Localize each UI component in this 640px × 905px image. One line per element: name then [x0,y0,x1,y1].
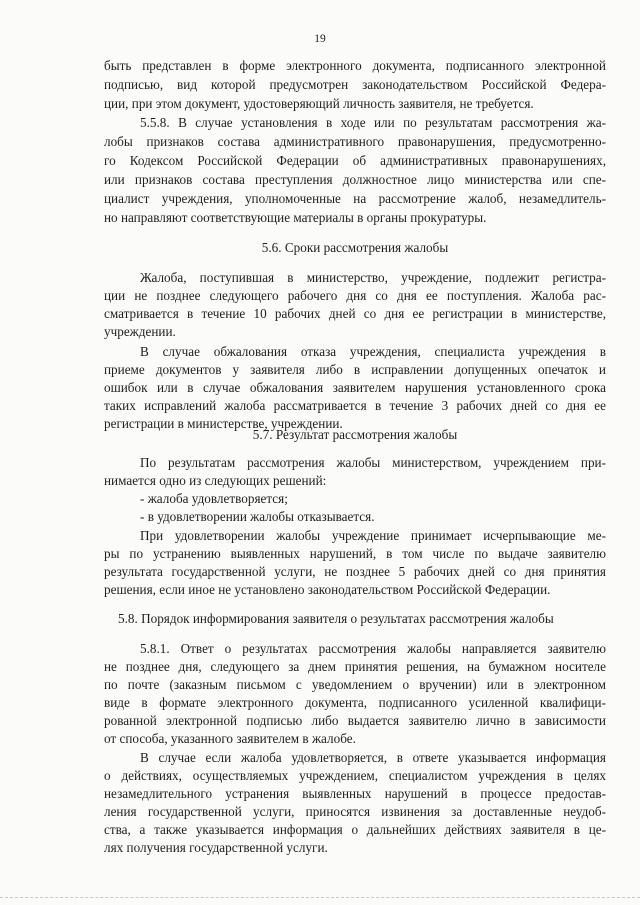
text-line: о действиях, осуществляемых учреждением, специалистом учреждения в целях [104,768,606,783]
text-line: результата государственной услуги, не позднее 5 рабочих дней со дня принятия [104,564,606,579]
text-line: виде в формате электронного документа, подписанного усиленной квалифици- [104,695,606,710]
text-line: ции не позднее следующего рабочего дня со дня ее поступления. Жалоба рас- [104,288,606,303]
text-line: В случае если жалоба удовлетворяется, в ответе указывается информация [140,750,606,765]
text-line: незамедлительного устранения выявленных нарушений в процессе предостав- [104,786,606,801]
text-line: лях получения государственной услуги. [104,840,328,855]
text-line: быть представлен в форме электронного документа, подписанного электронной [104,58,606,73]
text-line: но направляют соответствующие материалы в органы прокуратуры. [104,210,487,225]
text-line: подписью, вид которой предусмотрен законодательством Российской Федера- [104,77,606,92]
scan-bottom-edge [0,897,640,899]
text-line: приеме документов у заявителя либо в исправлении допущенных опечаток и [104,362,606,377]
text-line: По результатам рассмотрения жалобы министерством, учреждением при- [140,455,606,470]
text-line: В случае обжалования отказа учреждения, специалиста учреждения в [140,344,606,359]
text-line: от способа, указанного заявителем в жалобе. [104,731,356,746]
text-line: ции, при этом документ, удостоверяющий личность заявителя, не требуется. [104,96,534,111]
text-line: При удовлетворении жалобы учреждение принимает исчерпывающие ме- [140,528,606,543]
text-line: по почте (заказным письмом с уведомлением о вручении) или в электронном [104,677,606,692]
page-number: 19 [314,33,326,45]
text-line: 5.5.8. В случае установления в ходе или по результатам рассмотрения жа- [140,115,606,130]
text-line: ры по устранению выявленных нарушений, в том числе по выдаче заявителю [104,546,606,561]
section-heading-5-8: 5.8. Порядок информирования заявителя о результатах рассмотрения жалобы [118,611,554,626]
text-line: ства, а также указывается информация о дальнейших действиях заявителя в це- [104,822,606,837]
text-line: нимается одно из следующих решений: [104,473,327,488]
text-line: рованной электронной подписью либо выдается заявителю лично в зависимости [104,713,606,728]
text-line: таких исправлений жалоба рассматривается в течение 3 рабочих дней со дня ее [104,398,606,413]
text-line: Жалоба, поступившая в министерство, учреждение, подлежит регистра- [140,270,606,285]
text-line: решения, если иное не установлено законодательством Российской Федерации. [104,582,551,597]
section-heading-5-6: 5.6. Сроки рассмотрения жалобы [261,240,449,255]
text-line: го Кодексом Российской Федерации об административных правонарушениях, [104,153,606,168]
list-item: - жалоба удовлетворяется; [140,491,288,506]
text-line: ошибок или в случае обжалования заявителем нарушения установленного срока [104,380,606,395]
text-line: 5.8.1. Ответ о результатах рассмотрения жалобы направляется заявителю [140,641,606,656]
section-heading-5-7: 5.7. Результат рассмотрения жалобы [252,427,458,442]
text-line: или признаков состава преступления должностное лицо министерства или спе- [104,172,606,187]
text-line: ления государственной услуги, приносятся извинения за доставленные неудоб- [104,804,606,819]
text-line: регистрации в министерстве, учреждении. [104,416,343,431]
text-line: не позднее дня, следующего за днем принятия решения, на бумажном носителе [104,659,606,674]
text-line: циалист учреждения, уполномоченные на рассмотрение жалоб, незамедлитель- [104,191,606,206]
text-line: учреждении. [104,324,176,339]
text-line: лобы признаков состава административного правонарушения, предусмотренно- [104,134,606,149]
list-item: - в удовлетворении жалобы отказывается. [140,509,375,524]
text-line: сматривается в течение 10 рабочих дней со дня ее регистрации в министерстве, [104,306,606,321]
